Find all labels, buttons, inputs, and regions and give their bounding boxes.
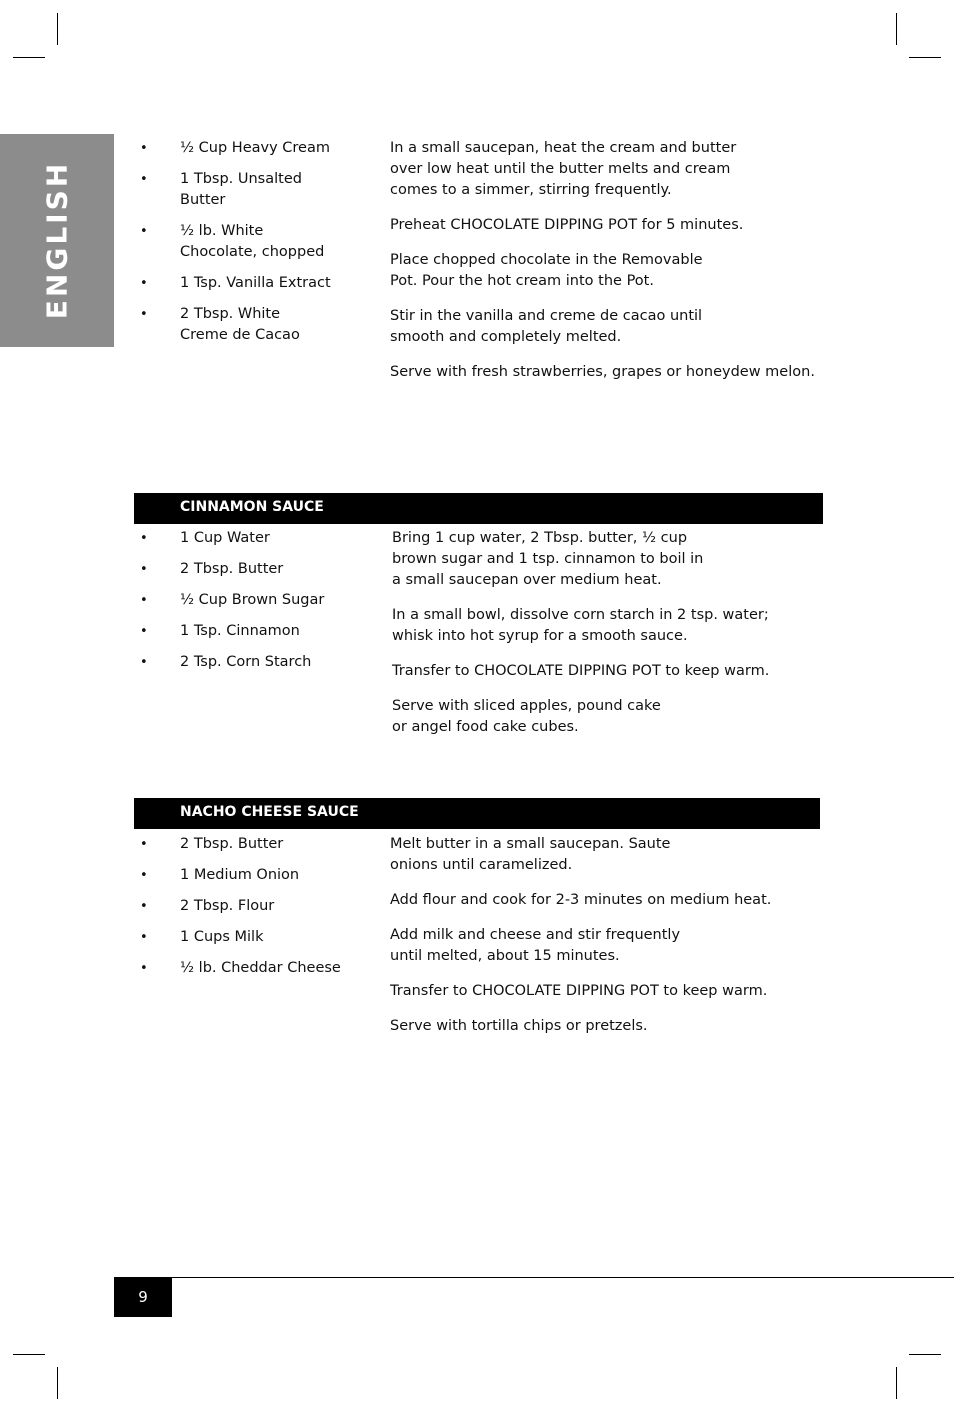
ingredient-item: • ½ Cup Heavy Cream bbox=[134, 138, 364, 159]
instructions bbox=[390, 834, 820, 1051]
ingredient-item: • 1 Tsp. Cinnamon bbox=[134, 621, 364, 642]
instruction-step: Stir in the vanilla and creme de cacao until smooth and completely melted. bbox=[390, 308, 703, 345]
footer-rule bbox=[114, 1277, 954, 1278]
instruction-step: In a small bowl, dissolve corn starch in 2 tsp. water; whisk into hot syrup for a smooth sauce. bbox=[392, 607, 769, 644]
ingredient-list bbox=[134, 834, 364, 989]
instruction-step: Preheat CHOCOLATE DIPPING POT for 5 minutes. bbox=[390, 217, 744, 233]
crop-mark bbox=[57, 13, 58, 45]
instruction-step: Place chopped chocolate in the Removable Pot. Pour the hot cream into the Pot. bbox=[390, 252, 703, 289]
crop-mark bbox=[13, 1354, 45, 1355]
crop-mark bbox=[13, 57, 45, 58]
ingredient-item: • 2 Tbsp. Butter bbox=[134, 834, 364, 855]
crop-mark bbox=[896, 1367, 897, 1399]
crop-mark bbox=[909, 57, 941, 58]
instruction-step: Add flour and cook for 2-3 minutes on medium heat. bbox=[390, 892, 772, 908]
ingredient-item: • ½ Cup Brown Sugar bbox=[134, 590, 364, 611]
recipe-title-bar bbox=[134, 798, 820, 829]
page-number: 9 bbox=[138, 1288, 148, 1306]
instruction-step: Serve with sliced apples, pound cake or angel food cake cubes. bbox=[392, 698, 661, 735]
ingredient-item: • 2 Tbsp. Butter bbox=[134, 559, 364, 580]
crop-mark bbox=[909, 1354, 941, 1355]
instruction-step: Melt butter in a small saucepan. Saute onions until caramelized. bbox=[390, 836, 671, 873]
ingredient-item: • 1 Cups Milk bbox=[134, 927, 364, 948]
language-tab-label: ENGLISH bbox=[40, 160, 74, 320]
ingredient-item: • 2 Tbsp. Flour bbox=[134, 896, 364, 917]
ingredient-item: • ½ lb. Cheddar Cheese bbox=[134, 958, 364, 979]
language-tab bbox=[0, 134, 114, 347]
instruction-step: Transfer to CHOCOLATE DIPPING POT to keep warm. bbox=[392, 663, 770, 679]
recipe-title: CINNAMON SAUCE bbox=[180, 499, 324, 515]
ingredient-item: • 1 Medium Onion bbox=[134, 865, 364, 886]
ingredient-item: • 1 Cup Water bbox=[134, 528, 364, 549]
instruction-step: Add milk and cheese and stir frequently until melted, about 15 minutes. bbox=[390, 927, 681, 964]
ingredient-item: • 2 Tbsp. White Creme de Cacao bbox=[134, 304, 364, 346]
recipe-title: NACHO CHEESE SAUCE bbox=[180, 804, 359, 820]
instructions bbox=[390, 138, 830, 397]
instruction-step: In a small saucepan, heat the cream and butter over low heat until the butter melts and cream comes to a simmer, stirring frequently. bbox=[390, 140, 737, 198]
ingredient-item: • 1 Tbsp. Unsalted Butter bbox=[134, 169, 364, 211]
ingredient-item: • ½ lb. White Chocolate, chopped bbox=[134, 221, 364, 263]
crop-mark bbox=[896, 13, 897, 45]
ingredient-list bbox=[134, 138, 364, 356]
ingredient-item: • 1 Tsp. Vanilla Extract bbox=[134, 273, 364, 294]
crop-mark bbox=[57, 1367, 58, 1399]
instructions bbox=[392, 528, 812, 752]
instruction-step: Bring 1 cup water, 2 Tbsp. butter, ½ cup brown sugar and 1 tsp. cinnamon to boil in a small saucepan over medium heat. bbox=[392, 530, 704, 588]
instruction-step: Serve with tortilla chips or pretzels. bbox=[390, 1018, 648, 1034]
recipe-title-bar bbox=[134, 493, 823, 524]
ingredient-item: • 2 Tsp. Corn Starch bbox=[134, 652, 364, 673]
ingredient-list bbox=[134, 528, 364, 683]
instruction-step: Serve with fresh strawberries, grapes or honeydew melon. bbox=[390, 364, 815, 380]
page-number-box bbox=[114, 1277, 172, 1317]
instruction-step: Transfer to CHOCOLATE DIPPING POT to keep warm. bbox=[390, 983, 768, 999]
